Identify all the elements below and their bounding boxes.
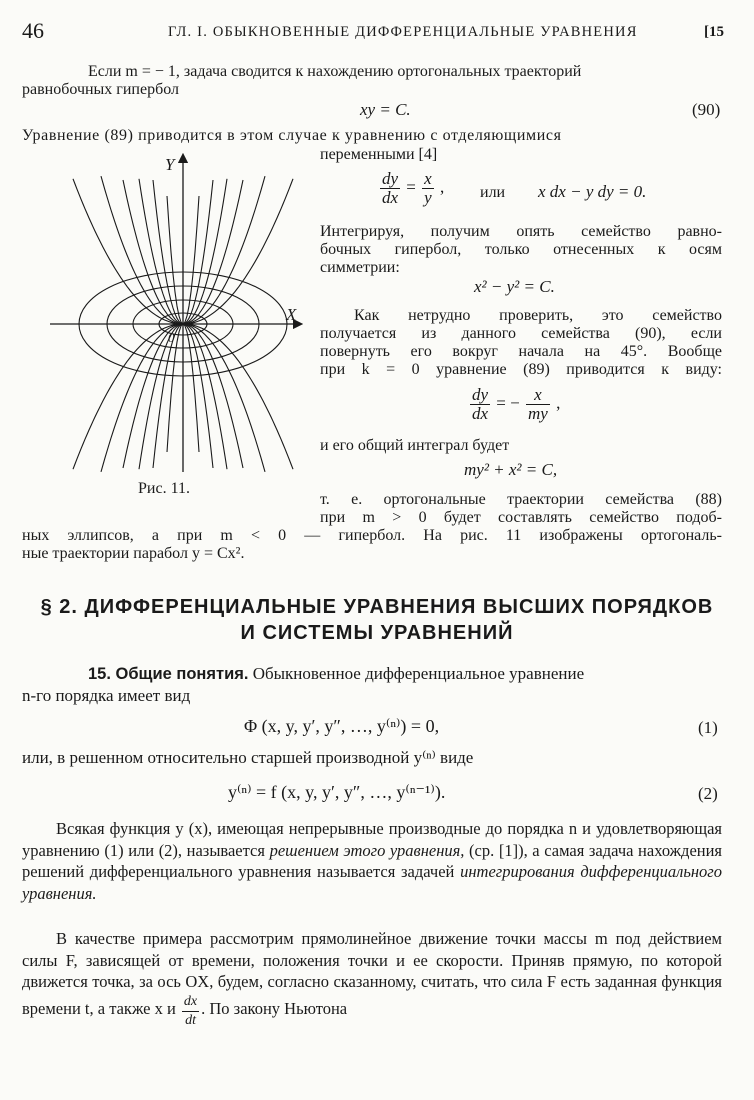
- separable-equation: $\frac{dy}{dx}$ = $\frac{x}{y}$ ,: [382, 169, 445, 207]
- section-title-line2: И СИСТЕМЫ УРАВНЕНИЙ: [240, 622, 514, 644]
- equation-1: Φ (x, y, y′, y″, …, y⁽ⁿ⁾) = 0,: [244, 716, 440, 736]
- text-line: т. е. ортогональные траектории семейства (88): [320, 491, 722, 508]
- subsection-line: [88, 664, 722, 684]
- figure-11-diagram: [40, 140, 310, 475]
- text-line: n-го порядка имеет вид: [22, 686, 191, 705]
- y-axis-label: Y: [165, 155, 175, 174]
- text-line: Уравнение (89) приводится в этом случае к уравнению с отделяющимися: [22, 127, 562, 144]
- subsection-heading: 15. Общие понятия.: [88, 665, 249, 683]
- text-line: Как нетрудно проверить, это семейство: [354, 307, 722, 324]
- section-title-line1: § 2. ДИФФЕРЕНЦИАЛЬНЫЕ УРАВНЕНИЯ ВЫСШИХ ПОРЯДКОВ: [40, 596, 714, 618]
- text-line: повернуть его вокруг начала на 45°. Вообще: [320, 343, 722, 360]
- section-marker: [15: [704, 24, 724, 40]
- equation-number: (90): [692, 100, 721, 119]
- running-title: ГЛ. I. ОБЫКНОВЕННЫЕ ДИФФЕРЕНЦИАЛЬНЫЕ УРАВНЕНИЯ: [168, 24, 638, 40]
- separated-equation: x dx − y dy = 0.: [538, 182, 647, 201]
- x-axis-label: X: [286, 305, 297, 324]
- fraction: $\frac{dx}{dt}$: [183, 993, 198, 1028]
- text-line: равнобочных гипербол: [22, 81, 180, 98]
- text-line: Если m = − 1, задача сводится к нахождению ортогональных траекторий: [88, 63, 582, 80]
- fraction: $\frac{x}{my}$: [527, 385, 548, 423]
- text-line: при m > 0 будет составлять семейство подоб-: [320, 509, 722, 526]
- paragraph-definition: Всякая функция y (x), имеющая непрерывные производные до порядка n и удовлетворяющая уравнению (1) или (2), называется решением этого уравнения, (ср. [1]), а самая задача нахождения решений дифференциального уравнения называется задачей интегрирования дифференциального уравнения.: [22, 819, 723, 903]
- text-line: бочных гипербол, только отнесенных к осям: [320, 241, 722, 258]
- text-line: при k = 0 уравнение (89) приводится к виду:: [320, 361, 722, 378]
- equation-number: (2): [698, 784, 718, 803]
- text-line: получается из данного семейства (90), если: [320, 325, 722, 342]
- page-number: 46: [22, 18, 44, 43]
- ellipse-diff-equation: $\frac{dy}{dx}$ = − $\frac{x}{my}$ ,: [472, 385, 561, 423]
- integral-equation: my² + x² = C,: [464, 460, 558, 479]
- text-line: ных эллипсов, а при m < 0 — гипербол. На рис. 11 изображены ортогональ-: [22, 527, 722, 544]
- emphasis: интегрирования дифференциального уравнения.: [22, 862, 722, 903]
- running-header: [0, 18, 754, 48]
- equation-number: (1): [698, 718, 718, 737]
- text-line: и его общий интеграл будет: [320, 437, 510, 454]
- emphasis: решением этого уравнения,: [269, 840, 465, 860]
- text-line: Интегрируя, получим опять семейство равно-: [320, 223, 722, 240]
- equation-2: y⁽ⁿ⁾ = f (x, y, y′, y″, …, y⁽ⁿ⁻¹⁾).: [228, 782, 446, 802]
- paragraph-example: В качестве примера рассмотрим прямолинейное движение точки массы m под действием силы F, зависящей от времени, положения точки и ее скорости. Приняв прямую, по которой движется точка, за ось OX, будем, согласно сказанному, считать, что сила F есть заданная функция времени t, а также x и $\frac{dx}{dt}$ . По закону Ньютона: [22, 929, 722, 1028]
- text-line: Обыкновенное дифференциальное уравнение: [252, 664, 585, 683]
- text-line: или, в решенном относительно старшей производной y⁽ⁿ⁾ виде: [22, 748, 474, 767]
- figure-caption: Рис. 11.: [138, 480, 190, 497]
- text-line: симметрии:: [320, 259, 400, 276]
- equation-90: xy = C.: [360, 100, 411, 119]
- fraction: $\frac{x}{y}$: [424, 169, 432, 207]
- text-line: переменными [4]: [320, 146, 438, 163]
- fraction: $\frac{dy}{dx}$: [382, 169, 399, 207]
- origin-label: 0: [168, 330, 175, 345]
- text-line: ные траектории парабол y = Cx².: [22, 545, 245, 562]
- hyperbola-equation: x² − y² = C.: [474, 277, 555, 296]
- fraction: $\frac{dy}{dx}$: [472, 385, 489, 423]
- connector-word: или: [480, 184, 506, 201]
